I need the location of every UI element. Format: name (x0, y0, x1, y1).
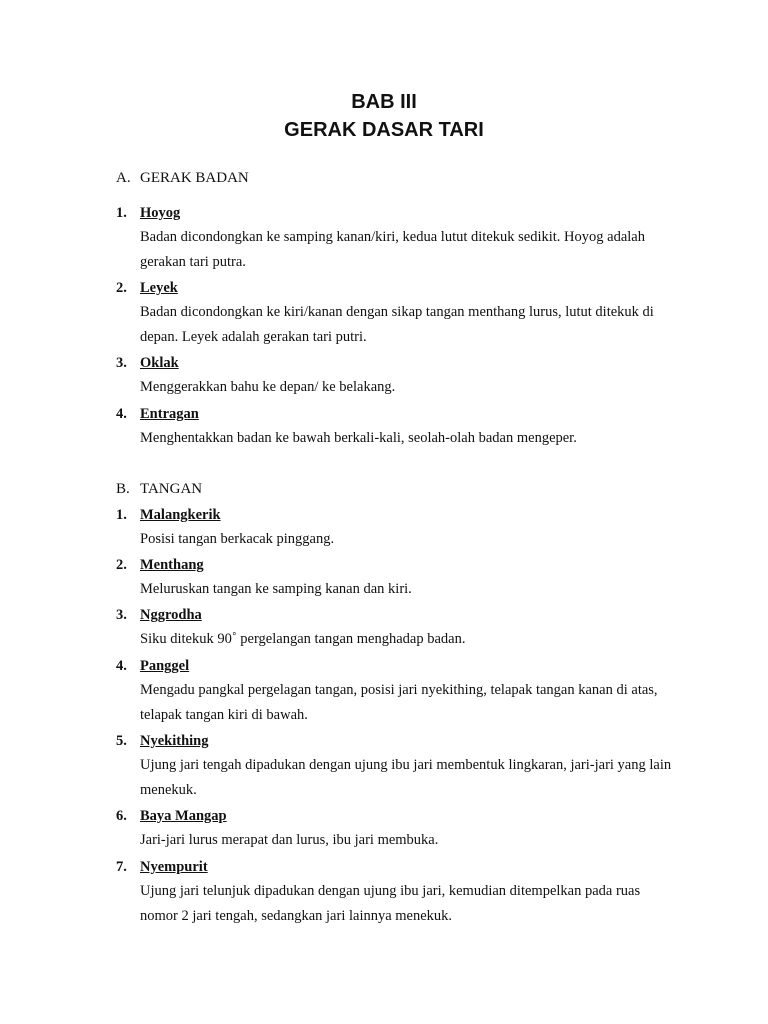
chapter-heading: BAB III (351, 91, 417, 113)
list-item-number: 3. (116, 355, 127, 371)
list-item-number: 4. (116, 658, 127, 674)
list-item-description: Ujung jari tengah dipadukan dengan ujung ibu jari membentuk lingkaran, jari-jari yang lain menekuk. (140, 757, 672, 798)
list-item-title: Hoyog (140, 205, 181, 221)
section-letter: A. (116, 170, 131, 186)
list-item-number: 2. (116, 280, 127, 296)
list-item-title: Malangkerik (140, 507, 221, 523)
list-item-description: Menggerakkan bahu ke depan/ ke belakang. (140, 379, 396, 395)
list-item-title: Nyekithing (140, 733, 209, 749)
section-a-heading (116, 168, 249, 188)
list-item-description: Badan dicondongkan ke kiri/kanan dengan sikap tangan menthang lurus, lutut ditekuk di depan. Leyek adalah gerakan tari putri. (140, 304, 654, 345)
section-title: GERAK BADAN (140, 170, 249, 186)
list-item-number: 2. (116, 557, 127, 573)
list-item-description: Posisi tangan berkacak pinggang. (140, 531, 335, 547)
list-item-number: 3. (116, 607, 127, 623)
page-title: GERAK DASAR TARI (284, 119, 484, 141)
list-item-number: 7. (116, 859, 127, 875)
list-item-description: Menghentakkan badan ke bawah berkali-kali, seolah-olah badan mengeper. (140, 430, 577, 446)
list-item-title: Nggrodha (140, 607, 202, 623)
list-item-title: Baya Mangap (140, 808, 227, 824)
list-item-description: Badan dicondongkan ke samping kanan/kiri, kedua lutut ditekuk sedikit. Hoyog adalah gerakan tari putra. (140, 229, 645, 270)
list-item-title: Entragan (140, 406, 199, 422)
list-item-title: Panggel (140, 658, 190, 674)
list-item-description: Meluruskan tangan ke samping kanan dan kiri. (140, 581, 412, 597)
list-item-title: Leyek (140, 280, 178, 296)
list-item-description: Mengadu pangkal pergelagan tangan, posisi jari nyekithing, telapak tangan kanan di atas, telapak tangan kiri di bawah. (140, 682, 658, 723)
section-title: TANGAN (140, 481, 203, 497)
list-item-number: 1. (116, 205, 127, 221)
list-item-title: Oklak (140, 355, 179, 371)
list-item-number: 4. (116, 406, 127, 422)
list-item-number: 5. (116, 733, 127, 749)
section-letter: B. (116, 481, 130, 497)
list-item-title: Nyempurit (140, 859, 208, 875)
list-item-description: Siku ditekuk 90˚ pergelangan tangan menghadap badan. (140, 631, 466, 647)
list-item-title: Menthang (140, 557, 204, 573)
section-b-heading (116, 479, 202, 499)
list-item-description: Jari-jari lurus merapat dan lurus, ibu jari membuka. (140, 832, 439, 848)
list-item-description: Ujung jari telunjuk dipadukan dengan ujung ibu jari, kemudian ditempelkan pada ruas nomor 2 jari tengah, sedangkan jari lainnya menekuk. (140, 883, 641, 924)
list-item-number: 6. (116, 808, 127, 824)
list-item-number: 1. (116, 507, 127, 523)
